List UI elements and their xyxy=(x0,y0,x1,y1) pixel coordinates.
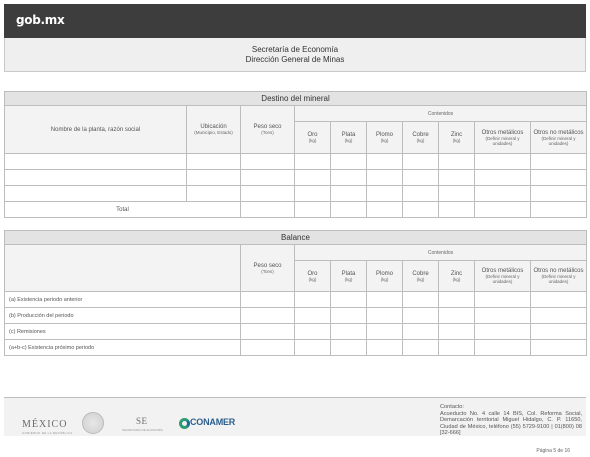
table-row xyxy=(5,308,587,324)
balance-row-label: (a+b-c) Existencia próximo periodo xyxy=(5,340,241,356)
table-row xyxy=(5,340,587,356)
balance-row-label: (b) Producción del periodo xyxy=(5,308,241,324)
table-row xyxy=(5,154,587,170)
cell[interactable] xyxy=(403,340,439,356)
metal-header xyxy=(475,261,531,292)
metal-name: Zinc xyxy=(450,132,463,138)
table-row xyxy=(5,186,587,202)
cell[interactable] xyxy=(531,292,587,308)
cell[interactable] xyxy=(475,292,531,308)
cell[interactable] xyxy=(295,170,331,186)
cell[interactable] xyxy=(295,324,331,340)
cell[interactable] xyxy=(439,292,475,308)
cell[interactable] xyxy=(531,202,587,218)
metal-header xyxy=(367,261,403,292)
mexico-logo-sub: GOBIERNO DE LA REPÚBLICA xyxy=(22,431,73,435)
metal-name: Cobre xyxy=(412,132,429,138)
metal-unit: (kg) xyxy=(380,276,389,282)
cell[interactable] xyxy=(295,154,331,170)
header-line-1: Secretaría de Economía xyxy=(251,45,339,54)
total-row xyxy=(5,202,587,218)
cell[interactable] xyxy=(403,324,439,340)
metal-name: Cobre xyxy=(412,270,429,277)
metal-unit: (kg) xyxy=(344,276,353,282)
col-ubicacion-label: Ubicación xyxy=(200,124,227,130)
metal-header xyxy=(475,122,531,154)
cell[interactable] xyxy=(241,340,295,356)
cell[interactable] xyxy=(5,186,187,202)
se-logo-sub: SECRETARÍA DE ECONOMÍA xyxy=(122,428,163,432)
col-ubicacion xyxy=(187,106,241,154)
cell[interactable] xyxy=(187,186,241,202)
national-seal-icon xyxy=(82,412,104,434)
metal-unit: (kg) xyxy=(308,138,317,143)
metal-header xyxy=(439,261,475,292)
cell[interactable] xyxy=(5,154,187,170)
balance-col-peso-label: Peso seco xyxy=(253,262,282,269)
cell[interactable] xyxy=(295,292,331,308)
cell[interactable] xyxy=(439,154,475,170)
balance-table xyxy=(4,230,587,356)
cell[interactable] xyxy=(531,186,587,202)
balance-col-peso xyxy=(241,245,295,292)
cell[interactable] xyxy=(403,292,439,308)
mexico-logo: MÉXICO xyxy=(22,419,68,430)
cell[interactable] xyxy=(367,202,403,218)
cell[interactable] xyxy=(367,340,403,356)
metal-unit: (kg) xyxy=(380,138,389,143)
balance-row-label: (a) Existencia periodo anterior xyxy=(5,292,241,308)
col-ubicacion-sub: (Municipio, Estado) xyxy=(194,130,233,135)
se-logo: SE xyxy=(136,416,148,426)
balance-contenidos-header: Contenidos xyxy=(295,245,587,261)
cell[interactable] xyxy=(531,308,587,324)
cell[interactable] xyxy=(439,186,475,202)
metal-unit: (kg) xyxy=(452,276,461,282)
cell[interactable] xyxy=(439,324,475,340)
destino-table xyxy=(4,91,587,218)
metal-unit: (kg) xyxy=(452,138,461,143)
cell[interactable] xyxy=(403,308,439,324)
balance-row-label: (c) Remisiones xyxy=(5,324,241,340)
metal-name: Plata xyxy=(341,270,356,277)
metal-unit: (kg) xyxy=(416,276,425,282)
cell[interactable] xyxy=(367,186,403,202)
cell[interactable] xyxy=(367,154,403,170)
total-label: Total xyxy=(5,202,241,218)
table-row xyxy=(5,292,587,308)
metal-name: Oro xyxy=(307,270,318,277)
cell[interactable] xyxy=(475,324,531,340)
cell[interactable] xyxy=(475,340,531,356)
cell[interactable] xyxy=(331,170,367,186)
metal-name: Plata xyxy=(341,132,356,138)
cell[interactable] xyxy=(367,170,403,186)
metal-header xyxy=(367,122,403,154)
cell[interactable] xyxy=(331,202,367,218)
cell[interactable] xyxy=(439,170,475,186)
metal-name: Oro xyxy=(307,132,318,138)
metal-unit: (Definir mineral y unidades) xyxy=(485,135,520,146)
cell[interactable] xyxy=(241,154,295,170)
footer xyxy=(4,398,586,436)
cell[interactable] xyxy=(295,186,331,202)
metal-header xyxy=(331,261,367,292)
balance-title: Balance xyxy=(5,231,587,245)
cell[interactable] xyxy=(439,202,475,218)
contact-label: Contacto: xyxy=(440,404,464,410)
cell[interactable] xyxy=(295,202,331,218)
metal-name: Plomo xyxy=(375,132,393,138)
metal-unit: (Definir mineral y unidades) xyxy=(485,274,520,284)
cell[interactable] xyxy=(331,340,367,356)
metal-header xyxy=(531,122,587,154)
metal-name: Zinc xyxy=(450,270,463,277)
cell[interactable] xyxy=(367,292,403,308)
metal-header xyxy=(295,122,331,154)
cell[interactable] xyxy=(241,170,295,186)
cell[interactable] xyxy=(187,170,241,186)
cell[interactable] xyxy=(5,170,187,186)
cell[interactable] xyxy=(331,154,367,170)
cell[interactable] xyxy=(295,340,331,356)
cell[interactable] xyxy=(367,308,403,324)
col-peso-label: Peso seco xyxy=(253,124,282,130)
cell[interactable] xyxy=(241,292,295,308)
header-line-2: Dirección General de Minas xyxy=(245,55,345,64)
metal-name: Otros no metálicos xyxy=(533,268,584,274)
contact-text: Acueducto No. 4 calle 14 BIS, Col. Reforma Social, Demarcación territorial Miguel Hidalgo, C. P. 11650, Ciudad de México, teléfono (55) 5729-9100 | 01(800) 08 [32-666] xyxy=(440,410,582,436)
cell[interactable] xyxy=(475,202,531,218)
cell[interactable] xyxy=(439,308,475,324)
cell[interactable] xyxy=(475,308,531,324)
cell[interactable] xyxy=(331,324,367,340)
cell[interactable] xyxy=(403,154,439,170)
col-peso-sub: (Tons) xyxy=(261,130,274,135)
metal-unit: (kg) xyxy=(416,138,425,143)
cell[interactable] xyxy=(439,340,475,356)
cell[interactable] xyxy=(331,308,367,324)
cell[interactable] xyxy=(531,324,587,340)
metal-name: Plomo xyxy=(375,270,393,277)
cell[interactable] xyxy=(403,186,439,202)
metal-header xyxy=(295,261,331,292)
cell[interactable] xyxy=(475,170,531,186)
col-nombre: Nombre de la planta, razón social xyxy=(5,106,187,154)
metal-unit: (Definir mineral y unidades) xyxy=(541,274,576,284)
conamer-logo: CONAMER xyxy=(190,417,236,427)
metal-header xyxy=(403,261,439,292)
metal-unit: (kg) xyxy=(308,276,317,282)
cell[interactable] xyxy=(367,324,403,340)
table-row xyxy=(5,324,587,340)
metal-header xyxy=(439,122,475,154)
contact-block xyxy=(440,404,582,437)
cell[interactable] xyxy=(403,170,439,186)
cell[interactable] xyxy=(331,292,367,308)
metal-name: Otros no metálicos xyxy=(533,129,584,136)
metal-name: Otros metálicos xyxy=(481,129,524,136)
destino-title: Destino del mineral xyxy=(5,92,587,106)
cell[interactable] xyxy=(403,202,439,218)
cell[interactable] xyxy=(241,324,295,340)
conamer-icon xyxy=(179,418,190,429)
cell[interactable] xyxy=(241,202,295,218)
metal-unit: (kg) xyxy=(344,138,353,143)
page-number: Página 5 de 16 xyxy=(536,448,570,454)
metal-name: Otros metálicos xyxy=(481,268,524,274)
gobmx-logo: gob.mx xyxy=(16,13,65,27)
cell[interactable] xyxy=(241,186,295,202)
metal-header xyxy=(403,122,439,154)
document-header xyxy=(4,38,586,72)
contenidos-header: Contenidos xyxy=(295,106,587,122)
top-bar xyxy=(4,4,586,38)
metal-header xyxy=(331,122,367,154)
cell[interactable] xyxy=(475,186,531,202)
cell[interactable] xyxy=(531,340,587,356)
cell[interactable] xyxy=(531,170,587,186)
col-peso xyxy=(241,106,295,154)
cell[interactable] xyxy=(475,154,531,170)
cell[interactable] xyxy=(531,154,587,170)
metal-header xyxy=(531,261,587,292)
cell[interactable] xyxy=(241,308,295,324)
cell[interactable] xyxy=(331,186,367,202)
balance-col-peso-sub: (Tons) xyxy=(261,268,274,274)
table-row xyxy=(5,170,587,186)
metal-unit: (Definir mineral y unidades) xyxy=(541,135,576,146)
cell[interactable] xyxy=(187,154,241,170)
balance-blank-header xyxy=(5,245,241,292)
cell[interactable] xyxy=(295,308,331,324)
